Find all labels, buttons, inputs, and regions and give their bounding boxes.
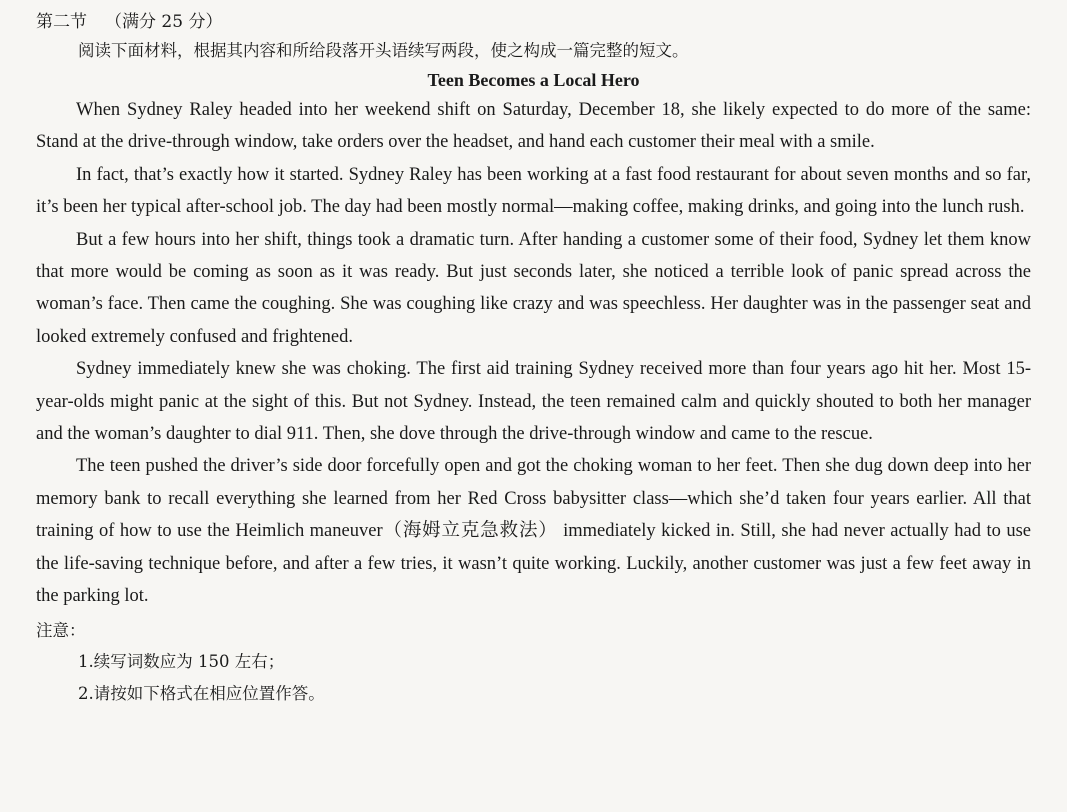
article-paragraph: But a few hours into her shift, things took a dramatic turn. After handing a customer some of their food, Sydney let them know that more would be coming as soon as it was ready. But just seconds later, she noticed a terrible look of panic spread across the woman’s face. Then came the coughing. She was coughing like crazy and was speechless. Her daughter was in the passenger seat and looked extremely confused and frightened. — [36, 229, 1031, 347]
section-heading — [36, 8, 1031, 36]
article-paragraph: Sydney immediately knew she was choking. The first aid training Sydney received more than four years ago hit her. Most 15-year-olds might panic at the sight of this. But not Sydney. Instead, the teen remained calm and quickly shouted to both her manager and the woman’s daughter to dial 911. Then, she dove through the drive-through window and came to the rescue. — [36, 359, 1031, 445]
article-title: Teen Becomes a Local Hero — [427, 70, 640, 90]
section-score: （满分 25 分） — [105, 12, 223, 32]
article-paragraph: The teen pushed the driver’s side door forcefully open and got the choking woman to her feet. Then she dug down deep into her memory bank to recall everything she learned from her Red Cross babysitter class—which she’d taken four years earlier. All that training of how to use the Heimlich maneuver（海姆立克急救法） immediately kicked in. Still, she had never actually had to use the life-saving technique before, and after a few tries, it wasn’t quite working. Luckily, another customer was just a few feet away in the parking lot. — [36, 456, 1031, 607]
section-title: 第二节 — [36, 12, 87, 32]
notes-label: 注意： — [36, 620, 86, 640]
article-paragraph: When Sydney Raley headed into her weekend shift on Saturday, December 18, she likely expected to do more of the same: Stand at the drive-through window, take orders over the headset, and hand each customer their meal with a smile. — [36, 100, 1031, 153]
note-item: 1.续写词数应为 150 左右； — [78, 651, 285, 671]
note-item: 2.请按如下格式在相应位置作答。 — [78, 683, 325, 703]
article-body — [36, 94, 1031, 613]
article-paragraph: In fact, that’s exactly how it started. Sydney Raley has been working at a fast food restaurant for about seven months and so far, it’s been her typical after-school job. The day had been mostly normal—making coffee, making drinks, and going into the lunch rush. — [36, 164, 1031, 218]
task-instruction: 阅读下面材料，根据其内容和所给段落开头语续写两段，使之构成一篇完整的短文。 — [78, 41, 689, 60]
